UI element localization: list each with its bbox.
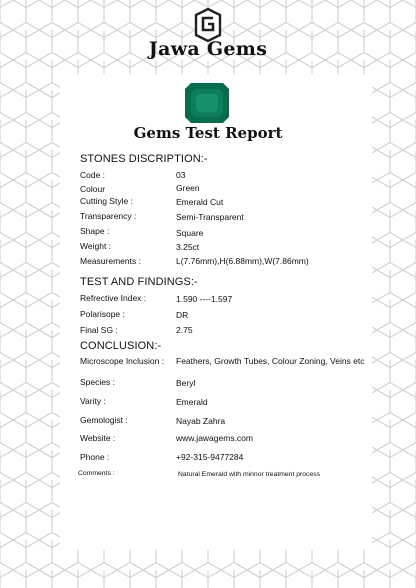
refractive-index-label: Refrective Index : [80,293,147,303]
transparency-label: Transparency : [80,211,137,221]
jg-shield-logo-icon [194,8,222,42]
variety-value: Emerald [176,397,208,407]
website-value: www.jawagems.com [176,433,253,443]
colour-value: Green [176,183,200,193]
shape-label: Shape : [80,226,110,236]
colour-label: Colour [80,184,106,194]
website-label: Website : [80,433,116,443]
refractive-index-value: 1.590 ----1.597 [176,294,233,304]
shape-value: Square [176,228,204,238]
gemologist-value: Nayab Zahra [176,416,226,426]
brand-name: Jawa Gems [148,38,268,60]
cutting-style-value: Emerald Cut [176,197,224,207]
code-value: 03 [176,170,186,180]
variety-label: Varity : [80,396,106,406]
final-sg-value: 2.75 [176,325,193,335]
species-label: Species : [80,377,115,387]
polariscope-label: Polarisope : [80,309,125,319]
comments-value: Natural Emerald with minnor treatment process [178,471,321,478]
green-emerald-cut-gem-icon [185,83,229,123]
microscope-inclusion-value: Feathers, Growth Tubes, Colour Zoning, Veins etc [176,356,365,366]
section-conclusion-heading: CONCLUSION:- [80,340,162,352]
polariscope-value: DR [176,310,189,320]
phone-label: Phone : [80,452,110,462]
transparency-value: Semi-Transparent [176,212,244,222]
code-label: Code : [80,170,106,180]
weight-label: Weight : [80,241,112,251]
weight-value: 3.25ct [176,242,200,252]
section-stones-heading: STONES DISCRIPTION:- [80,153,208,165]
microscope-inclusion-label: Microscope Inclusion : [80,356,165,366]
phone-value: +92-315-9477284 [176,452,244,462]
measurements-label: Measurements : [80,256,141,266]
comments-label: Comments : [78,470,115,477]
cutting-style-label: Cutting Style : [80,196,133,206]
gemologist-label: Gemologist : [80,415,128,425]
final-sg-label: Final SG : [80,325,118,335]
species-value: Beryl [176,378,196,388]
report-title: Gems Test Report [133,124,283,142]
measurements-value: L(7.76mm),H(6.88mm),W(7.86mm) [176,256,309,266]
section-tests-heading: TEST AND FINDINGS:- [80,276,198,288]
